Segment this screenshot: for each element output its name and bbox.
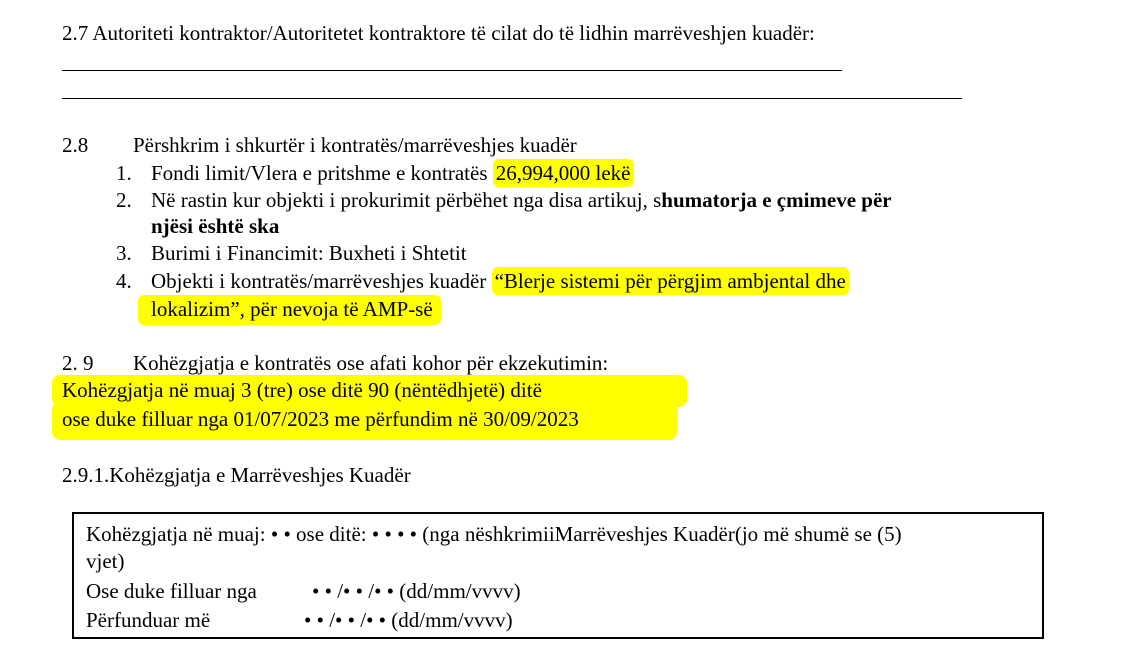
section-2-8-title: Përshkrim i shkurtër i kontratës/marrëveshjes kuadër — [133, 133, 577, 157]
highlighted-object-title-cont: lokalizim”, për nevoja të AMP-së — [138, 295, 441, 325]
section-2-9-number: 2. 9 — [62, 351, 94, 375]
section-2-9-title: Kohëzgjatja e kontratës ose afati kohor për ekzekutimin: — [133, 351, 609, 375]
box-start-label: Ose duke filluar nga — [86, 579, 257, 603]
section-2-7-heading: 2.7 Autoriteti kontraktor/Autoritetet kontraktore të cilat do të lidhin marrëveshjen kuadër: — [62, 21, 815, 45]
highlighted-object-title: “Blerje sistemi për përgjim ambjental dhe — [492, 267, 849, 295]
section-2-9-1-title: 2.9.1.Kohëzgjatja e Marrëveshjes Kuadër — [62, 463, 411, 487]
list-item-number: 2. — [116, 188, 132, 212]
list-item-number: 1. — [116, 161, 132, 185]
list-item-continuation — [138, 296, 441, 322]
highlighted-amount: 26,994,000 lekë — [493, 159, 634, 187]
box-line-2: vjet) — [86, 549, 125, 573]
box-end-value: • • /• • /• • (dd/mm/vvvv) — [304, 608, 513, 632]
list-item-number: 4. — [116, 269, 132, 293]
list-item-funding-source: Burimi i Financimit: Buxheti i Shtetit — [151, 241, 467, 265]
duration-line-2: ose duke filluar nga 01/07/2023 me përfundim në 30/09/2023 — [62, 407, 579, 431]
section-2-8-number: 2.8 — [62, 133, 89, 157]
list-item-price-sum — [151, 187, 892, 213]
box-line-1: Kohëzgjatja në muaj: • • ose ditë: • • • • (nga nëshkrimiiMarrëveshjes Kuadër(jo më shumë se (5) — [86, 522, 902, 546]
list-item-text: Në rastin kur objekti i prokurimit përbëhet nga disa artikuj, s — [151, 188, 662, 212]
blank-line-1 — [62, 70, 842, 71]
box-end-label: Përfunduar më — [86, 608, 211, 632]
list-item-text: Objekti i kontratës/marrëveshjes kuadër — [151, 269, 492, 293]
box-start-value: • • /• • /• • (dd/mm/vvvv) — [312, 579, 521, 603]
list-item-text: Fondi limit/Vlera e pritshme e kontratës — [151, 161, 493, 185]
bold-text: humatorja e çmimeve për — [661, 188, 892, 212]
bold-text: njësi është ska — [151, 214, 280, 238]
list-item-object — [151, 268, 849, 294]
list-item-fund-limit — [151, 160, 634, 186]
list-item-continuation — [151, 213, 279, 239]
list-item-number: 3. — [116, 241, 132, 265]
duration-line-1: Kohëzgjatja në muaj 3 (tre) ose ditë 90 (nëntëdhjetë) ditë — [62, 378, 542, 402]
blank-line-2 — [62, 98, 962, 99]
